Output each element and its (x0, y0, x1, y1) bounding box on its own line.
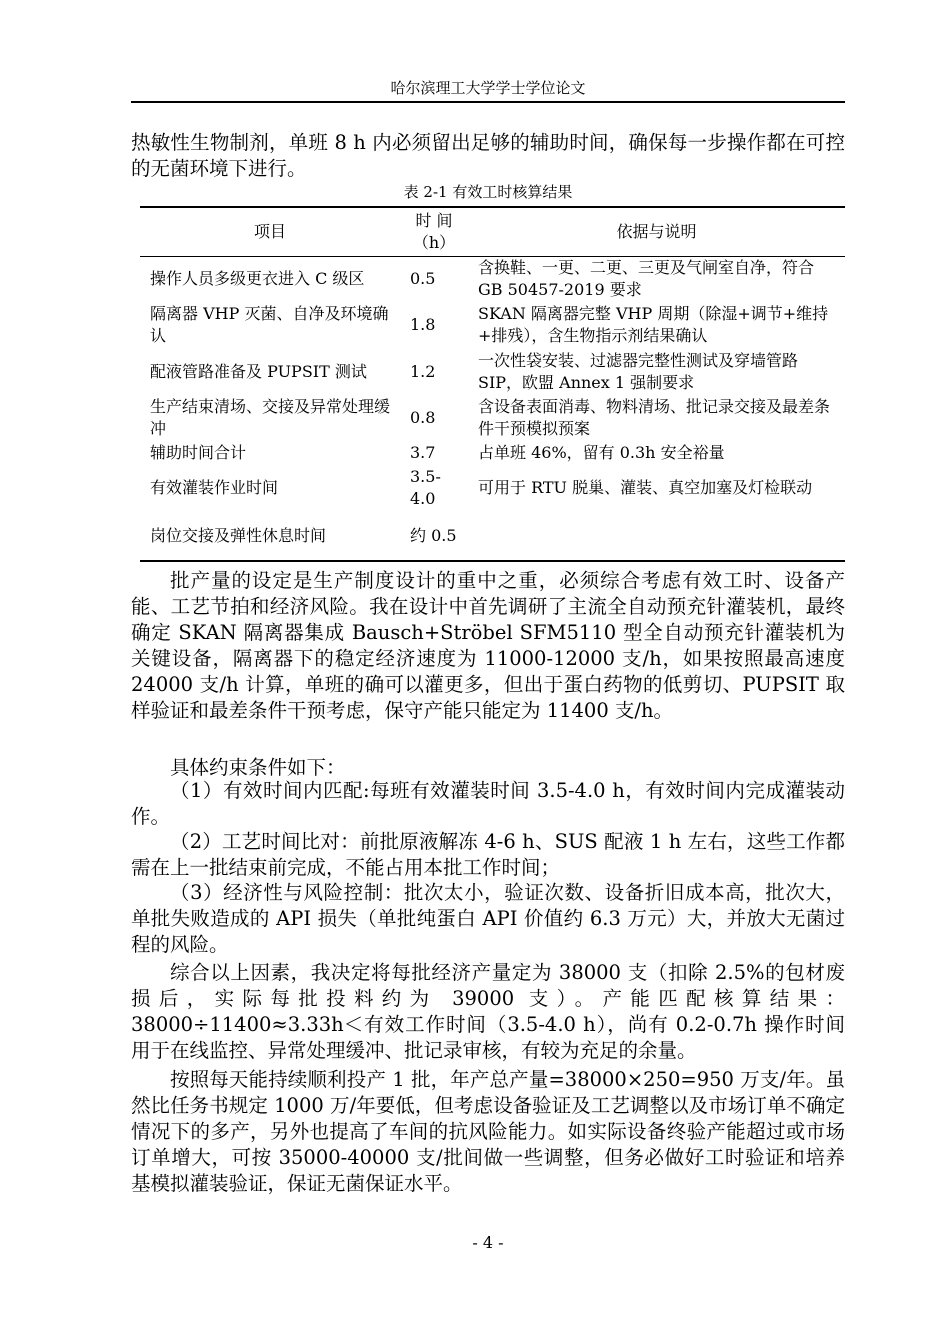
cell-time: 0.5 (410, 269, 436, 288)
cell-basis: 含换鞋、一更、二更、三更及气闸室自净，符合 GB 50457-2019 要求 (478, 258, 815, 299)
table-row (140, 301, 845, 349)
col-header-basis: 依据与说明 (468, 207, 845, 257)
header-rule (131, 101, 845, 103)
cell-item: 操作人员多级更衣进入 C 级区 (150, 269, 365, 288)
table-row (140, 395, 845, 441)
running-header: 哈尔滨理工大学学士学位论文 (390, 79, 586, 97)
body-paragraph: 综合以上因素，我决定将每批经济产量定为 38000 支（扣除 2.5%的包材废损后，实际每批投料约为 39000 支）。产能匹配核算结果：38000÷11400≈3.33h＜有效工作时间（3.5-4.0 h），尚有 0.2-0.7h 操作时间用于在线监控、异常处理缓冲、批记录审核，有较为充足的余量。 (131, 961, 845, 1062)
cell-time: 约 0.5 (400, 511, 468, 561)
cell-item: 岗位交接及弹性休息时间 (140, 511, 400, 561)
table-header-row (140, 207, 845, 257)
cell-item: 有效灌装作业时间 (150, 478, 279, 497)
table-row (140, 349, 845, 395)
page-number: - 4 - (472, 1233, 504, 1252)
cell-time: 1.8 (410, 315, 436, 334)
table-row (140, 257, 845, 302)
cell-time: 3.7 (410, 443, 436, 462)
cell-basis (468, 511, 845, 561)
table-row (140, 465, 845, 511)
col-header-time: 时 间（h） (400, 207, 468, 257)
table-caption: 表 2-1 有效工时核算结果 (403, 183, 573, 201)
cell-item: 生产结束清场、交接及异常处理缓冲 (150, 397, 391, 438)
body-paragraph: 具体约束条件如下： (170, 756, 346, 779)
body-paragraph: 批产量的设定是生产制度设计的重中之重，必须综合考虑有效工时、设备产能、工艺节拍和经济风险。我在设计中首先调研了主流全自动预充针灌装机，最终确定 SKAN 隔离器集成 Bausch+Ströbel SFM5110 型全自动预充针灌装机为关键设备，隔离器下的稳定经济速度为 11000-12000 支/h，如果按照最高速度 24000 支/h 计算，单班的确可以灌更多，但出于蛋白药物的低剪切、PUPSIT 取样验证和最差条件干预考虑，保守产能只能定为 11400 支/h。 (131, 569, 845, 722)
body-paragraph: （3）经济性与风险控制：批次太小，验证次数、设备折旧成本高，批次大，单批失败造成的 API 损失（单批纯蛋白 API 价值约 6.3 万元）大，并放大无菌过程的风险。 (131, 881, 845, 956)
cell-item: 配液管路准备及 PUPSIT 测试 (150, 362, 367, 381)
body-paragraph: （1）有效时间内匹配:每班有效灌装时间 3.5-4.0 h，有效时间内完成灌装动作。 (131, 779, 845, 828)
body-paragraph: 按照每天能持续顺利投产 1 批，年产总产量=38000×250=950 万支/年。虽然比任务书规定 1000 万/年要低，但考虑设备验证及工艺调整以及市场订单不确定情况下的多产，另外也提高了车间的抗风险能力。如实际设备终验产能超过或市场订单增大，可按 35000-40000 支/批间做一些调整，但务必做好工时验证和培养基模拟灌装验证，保证无菌保证水平。 (131, 1068, 845, 1195)
cell-time: 1.2 (410, 362, 436, 381)
cell-basis: SKAN 隔离器完整 VHP 周期（除湿+调节+维持+排残），含生物指示剂结果确认 (478, 304, 829, 345)
intro-paragraph: 热敏性生物制剂，单班 8 h 内必须留出足够的辅助时间，确保每一步操作都在可控的无菌环境下进行。 (131, 131, 845, 180)
cell-time: 3.5-4.0 (410, 467, 441, 508)
cell-basis: 占单班 46%，留有 0.3h 安全裕量 (478, 443, 725, 462)
cell-basis: 可用于 RTU 脱巢、灌装、真空加塞及灯检联动 (478, 478, 813, 497)
cell-basis: 含设备表面消毒、物料清场、批记录交接及最差条件干预模拟预案 (478, 397, 831, 438)
table-row (140, 441, 845, 465)
body-paragraph: （2）工艺时间比对：前批原液解冻 4-6 h、SUS 配液 1 h 左右，这些工作都需在上一批结束前完成，不能占用本批工作时间； (131, 830, 845, 879)
cell-time: 0.8 (410, 408, 436, 427)
col-header-item: 项目 (140, 207, 400, 257)
cell-basis: 一次性袋安装、过滤器完整性测试及穿墙管路 SIP，欧盟 Annex 1 强制要求 (478, 351, 799, 392)
work-time-table (140, 206, 845, 562)
cell-item: 隔离器 VHP 灭菌、自净及环境确认 (150, 304, 389, 345)
cell-item: 辅助时间合计 (150, 443, 247, 462)
table-row (140, 511, 845, 561)
